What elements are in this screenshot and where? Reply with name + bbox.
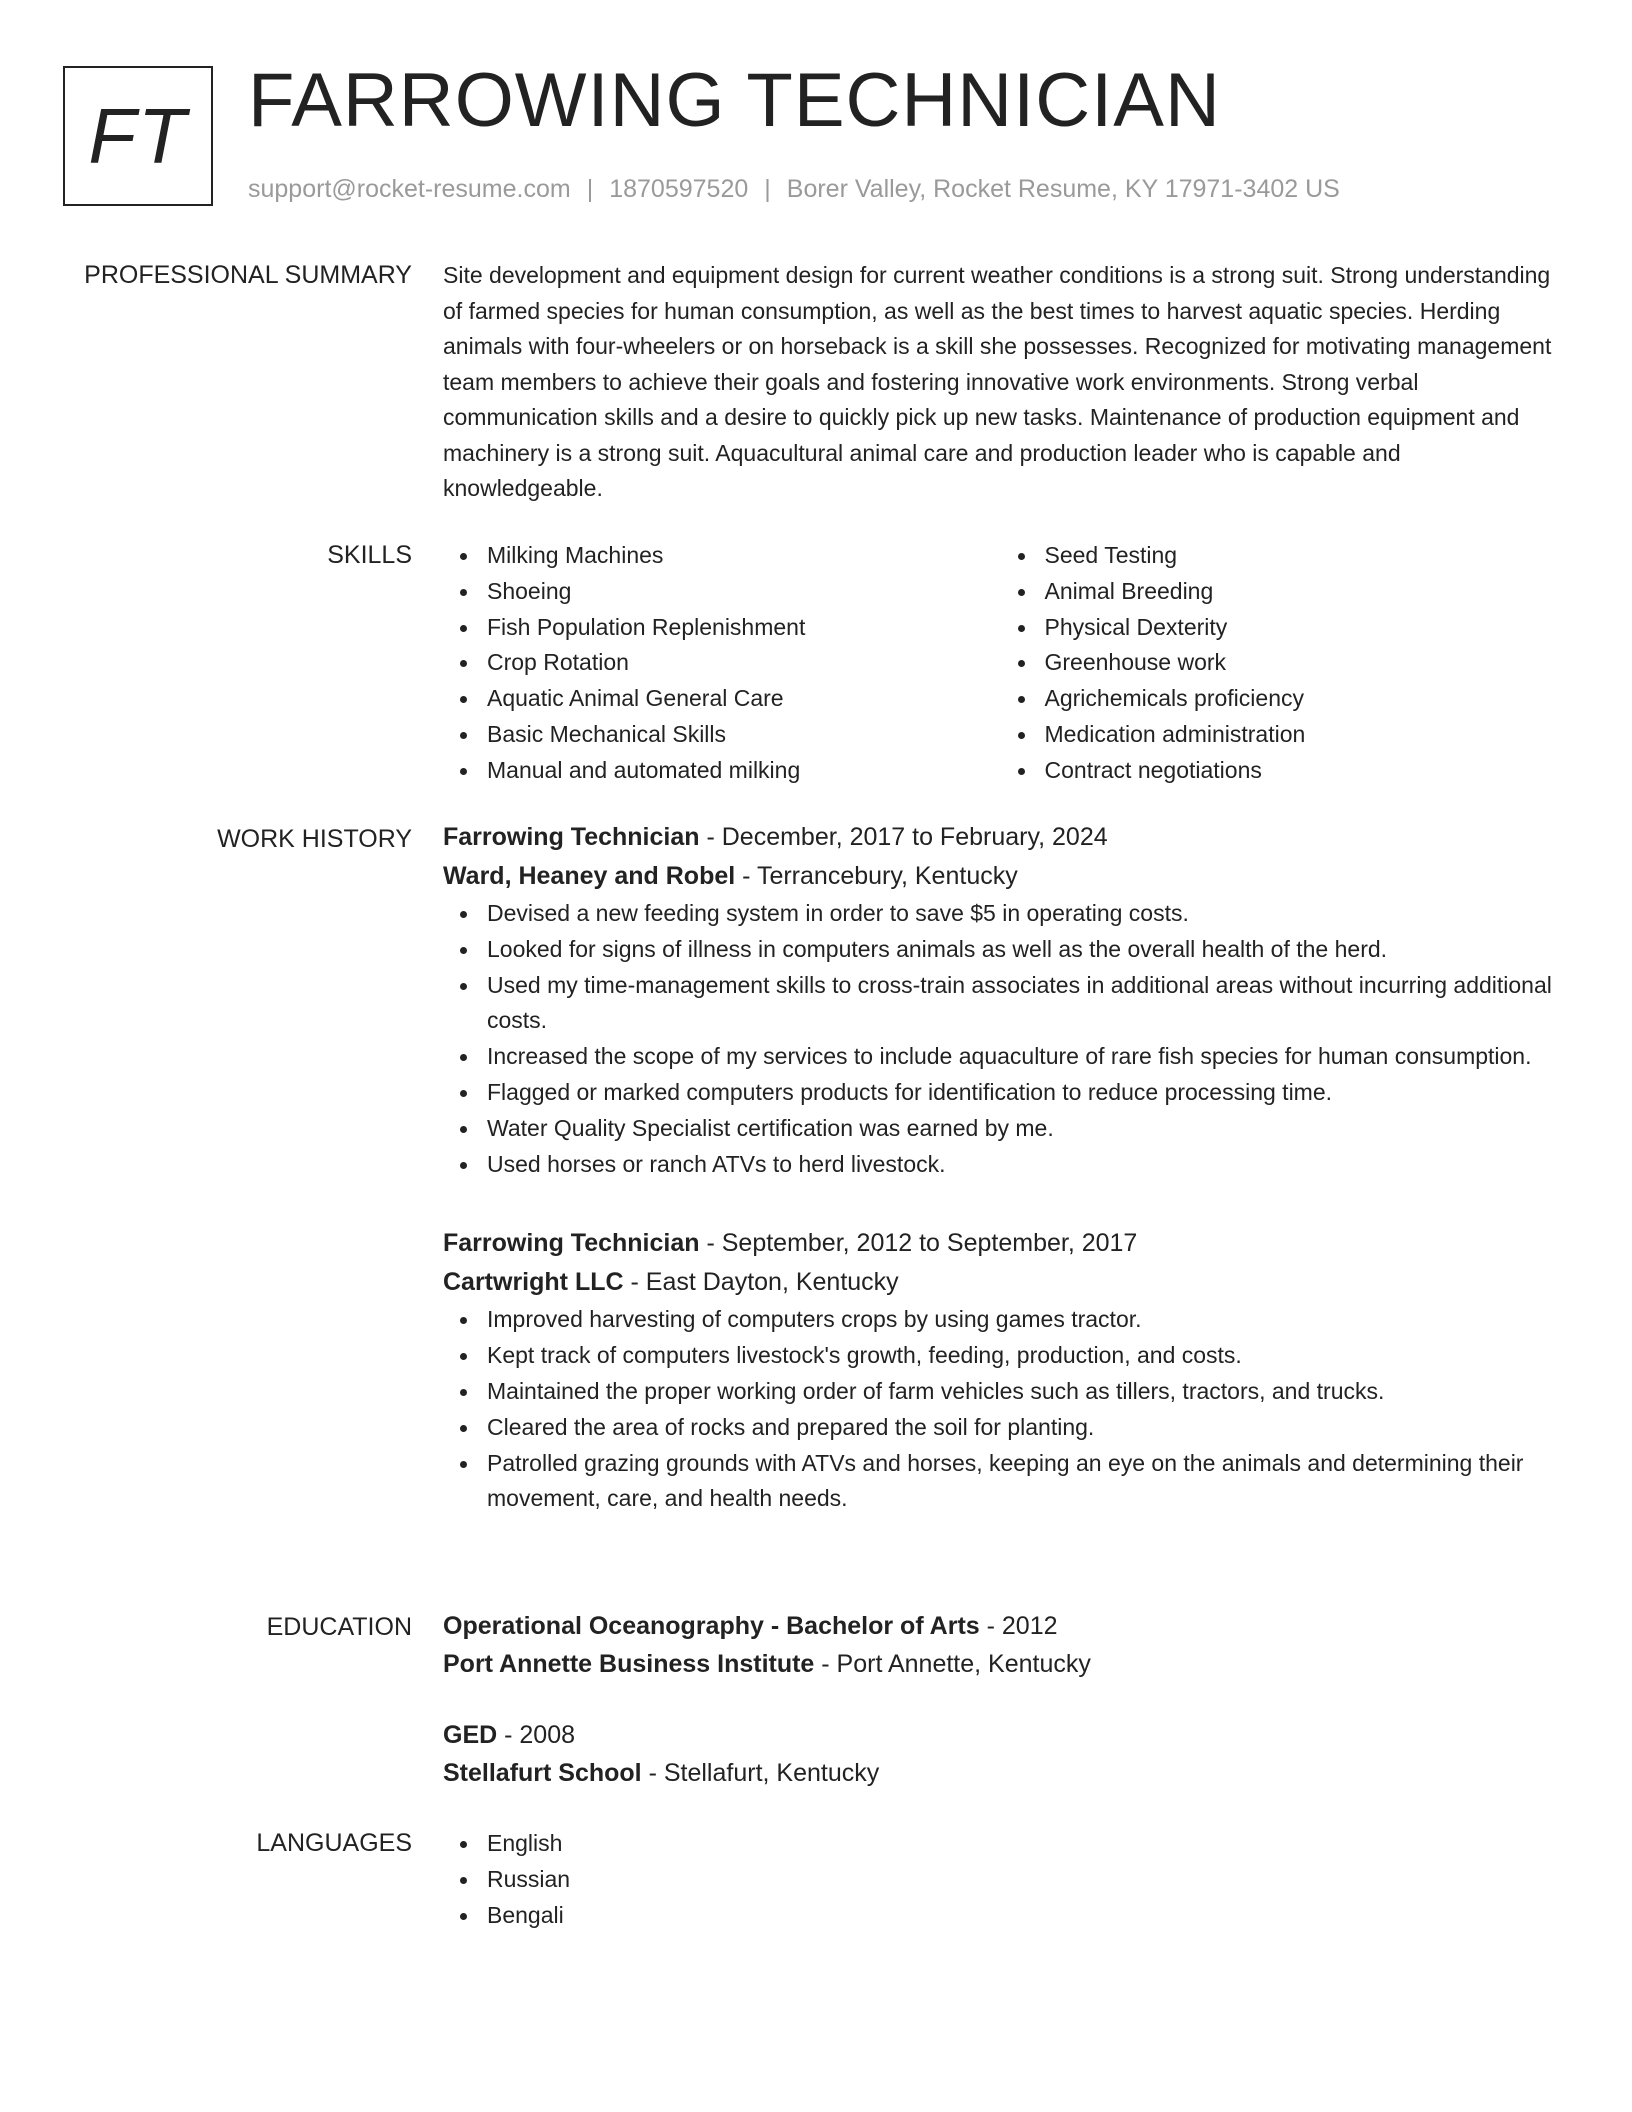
education-degree-line xyxy=(443,1608,1558,1646)
contact-separator: | xyxy=(586,175,594,203)
education-degree: GED xyxy=(443,1721,498,1749)
skill-item: Seed Testing xyxy=(1045,538,1559,574)
job-location: - Terrancebury, Kentucky xyxy=(735,862,1018,890)
education-year: - 2012 xyxy=(979,1612,1058,1640)
skill-item: Physical Dexterity xyxy=(1045,610,1559,646)
education-location: - Stellafurt, Kentucky xyxy=(641,1758,880,1787)
job-bullet: Patrolled grazing grounds with ATVs and horses, keeping an eye on the animals and determining their movement, care, and health needs. xyxy=(487,1446,1558,1518)
job-bullet: Looked for signs of illness in computers animals as well as the overall health of the herd. xyxy=(487,932,1558,968)
skill-item: Animal Breeding xyxy=(1045,574,1559,610)
skill-item: Basic Mechanical Skills xyxy=(487,717,1001,753)
job-location: - East Dayton, Kentucky xyxy=(623,1268,899,1297)
job-bullet: Used horses or ranch ATVs to herd livestock. xyxy=(487,1147,1558,1183)
education-school: Port Annette Business Institute xyxy=(443,1649,815,1678)
skills-columns xyxy=(443,538,1558,789)
skill-item: Fish Population Replenishment xyxy=(487,610,1001,646)
contact-phone[interactable]: 1870597520 xyxy=(609,175,749,203)
skill-item: Milking Machines xyxy=(487,538,1001,574)
work-history-body xyxy=(443,818,1558,1517)
contact-address: Borer Valley, Rocket Resume, KY 17971-3402 US xyxy=(786,175,1340,203)
education-entry xyxy=(443,1608,1558,1683)
skill-item: Medication administration xyxy=(1045,717,1559,753)
skill-item: Aquatic Animal General Care xyxy=(487,681,1001,717)
education-location: - Port Annette, Kentucky xyxy=(814,1649,1091,1678)
languages-body xyxy=(443,1826,1558,1933)
job-entry xyxy=(443,1224,1558,1517)
education-school-line xyxy=(443,1646,1558,1684)
language-item: Bengali xyxy=(487,1898,1558,1934)
skill-item: Manual and automated milking xyxy=(487,753,1001,789)
section-label-education: EDUCATION xyxy=(266,1613,412,1641)
job-entry xyxy=(443,818,1558,1182)
language-item: English xyxy=(487,1826,1558,1862)
job-bullets xyxy=(443,1302,1558,1517)
job-bullet: Used my time-management skills to cross-train associates in additional areas without incurring additional costs. xyxy=(487,968,1558,1040)
job-bullet: Maintained the proper working order of farm vehicles such as tillers, tractors, and trucks. xyxy=(487,1374,1558,1410)
education-degree-line xyxy=(443,1717,1558,1755)
resume-name-title: FARROWING TECHNICIAN xyxy=(248,58,1221,143)
contact-separator: | xyxy=(764,175,771,203)
section-label-summary: PROFESSIONAL SUMMARY xyxy=(84,261,412,289)
job-bullet: Increased the scope of my services to include aquaculture of rare fish species for human consumption. xyxy=(487,1039,1558,1075)
job-title-line xyxy=(443,818,1558,857)
summary-body xyxy=(443,258,1558,507)
education-year: - 2008 xyxy=(497,1721,576,1749)
job-company: Ward, Heaney and Robel xyxy=(443,862,736,890)
job-title-line xyxy=(443,1224,1558,1263)
education-degree: Operational Oceanography - Bachelor of Arts xyxy=(443,1612,980,1640)
job-bullet: Flagged or marked computers products for identification to reduce processing time. xyxy=(487,1075,1558,1111)
job-dates: - December, 2017 to February, 2024 xyxy=(699,823,1108,851)
section-label-languages: LANGUAGES xyxy=(256,1829,412,1857)
job-bullet: Improved harvesting of computers crops by using games tractor. xyxy=(487,1302,1558,1338)
contact-line xyxy=(248,172,1340,206)
skill-item: Contract negotiations xyxy=(1045,753,1559,789)
section-label-work-history: WORK HISTORY xyxy=(217,825,412,853)
education-school-line xyxy=(443,1755,1558,1793)
job-title: Farrowing Technician xyxy=(443,1229,700,1258)
job-bullet: Cleared the area of rocks and prepared the soil for planting. xyxy=(487,1410,1558,1446)
job-bullet: Kept track of computers livestock's growth, feeding, production, and costs. xyxy=(487,1338,1558,1374)
skills-list-left xyxy=(443,538,1001,789)
job-dates: - September, 2012 to September, 2017 xyxy=(699,1229,1138,1258)
skill-item: Shoeing xyxy=(487,574,1001,610)
job-bullet: Devised a new feeding system in order to save $5 in operating costs. xyxy=(487,896,1558,932)
job-bullet: Water Quality Specialist certification was earned by me. xyxy=(487,1111,1558,1147)
monogram-initials: FT xyxy=(88,91,188,180)
education-entry xyxy=(443,1717,1558,1792)
job-company: Cartwright LLC xyxy=(443,1268,624,1297)
skill-item: Agrichemicals proficiency xyxy=(1045,681,1559,717)
skill-item: Greenhouse work xyxy=(1045,645,1559,681)
contact-email[interactable]: support@rocket-resume.com xyxy=(248,175,571,203)
job-company-line xyxy=(443,1263,1558,1302)
languages-list xyxy=(443,1826,1558,1933)
education-body xyxy=(443,1608,1558,1792)
job-bullets xyxy=(443,896,1558,1182)
language-item: Russian xyxy=(487,1862,1558,1898)
monogram-badge xyxy=(63,66,213,206)
skill-item: Crop Rotation xyxy=(487,645,1001,681)
job-company-line xyxy=(443,857,1558,896)
skills-list-right xyxy=(1001,538,1559,789)
education-school: Stellafurt School xyxy=(443,1758,642,1787)
section-label-skills: SKILLS xyxy=(327,541,412,569)
job-title: Farrowing Technician xyxy=(443,823,700,851)
summary-text: Site development and equipment design for current weather conditions is a strong suit. Strong understanding of farmed species for human consumption, as well as the best times to harvest aquatic species. Herding animals with four-wheelers or on horseback is a skill she possesses. Recognized for motivating management team members to achieve their goals and fostering innovative work environments. Strong verbal communication skills and a desire to quickly pick up new tasks. Maintenance of production equipment and machinery is a strong suit. Aquacultural animal care and production leader who is capable and knowledgeable. xyxy=(443,262,1552,501)
